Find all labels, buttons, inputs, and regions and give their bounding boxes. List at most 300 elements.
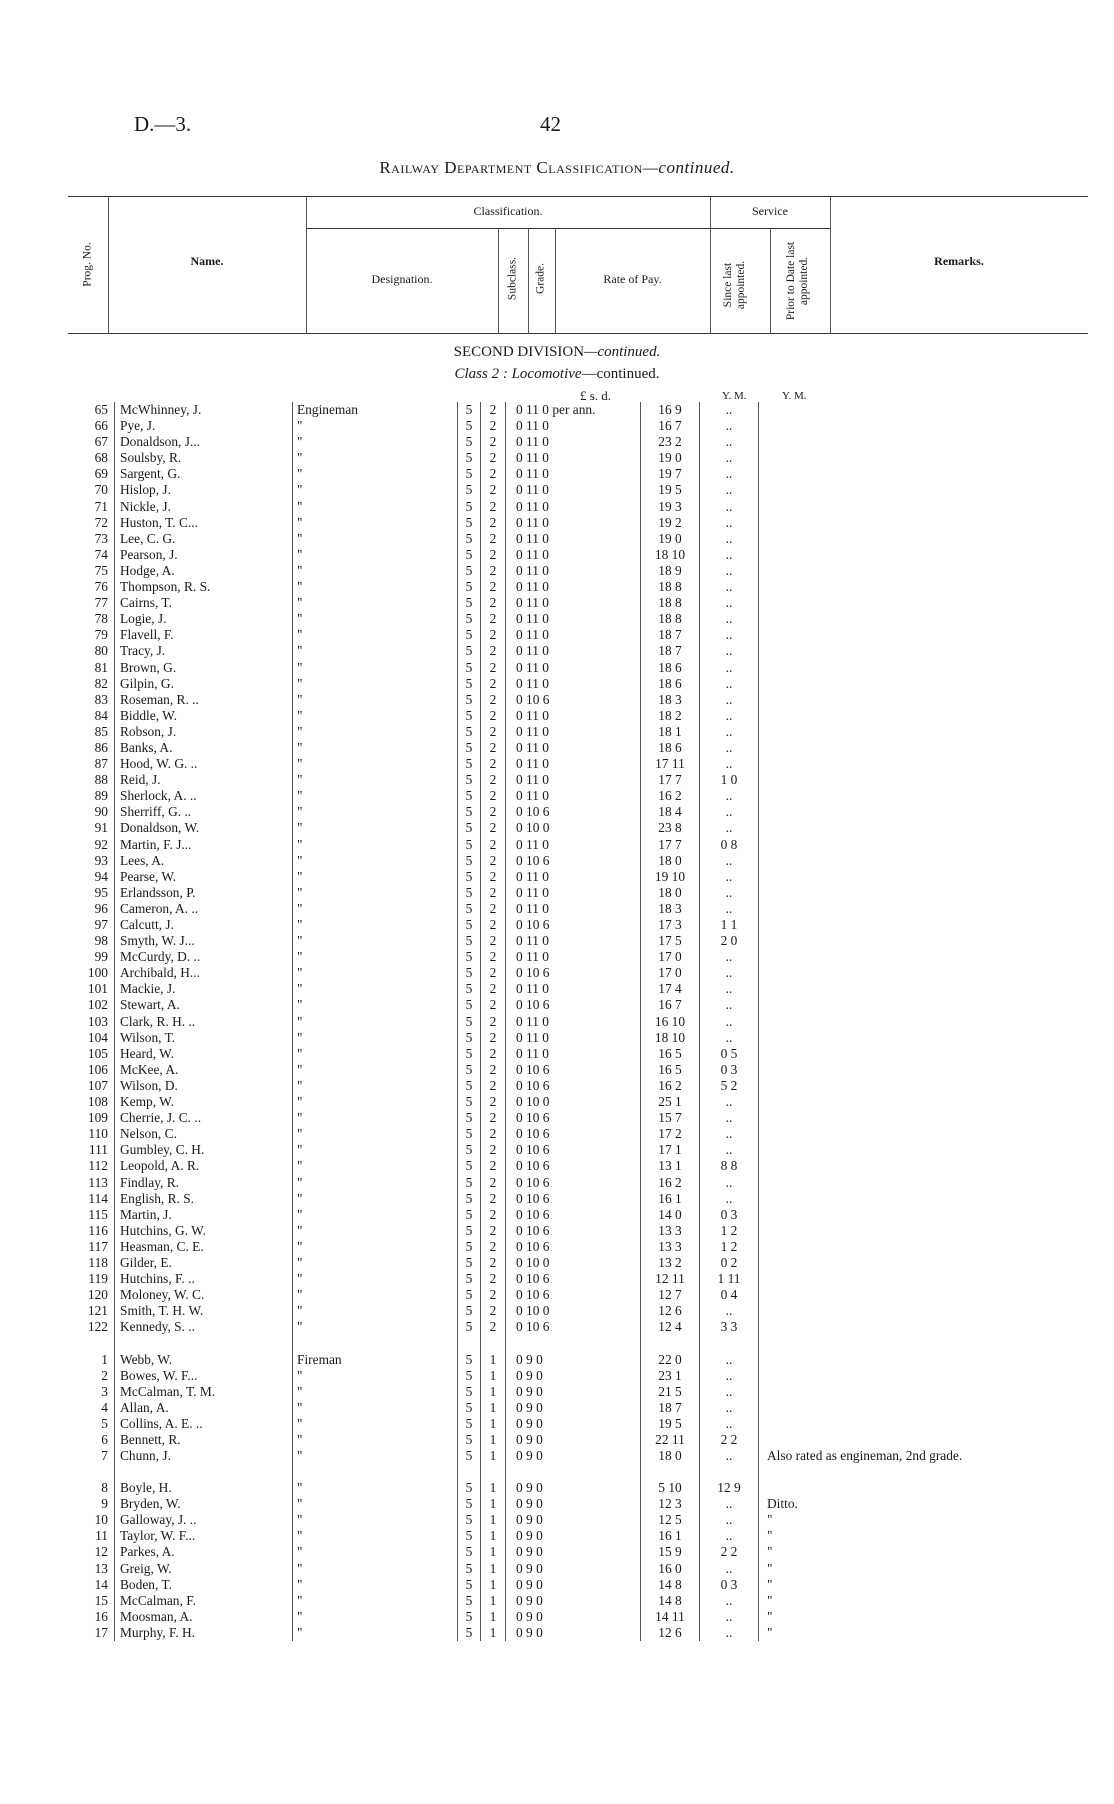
- rate-of-pay: 0 10 6: [506, 997, 641, 1013]
- prog-no: 79: [94, 627, 108, 643]
- designation: ": [293, 563, 458, 579]
- remarks: ": [767, 1608, 773, 1624]
- rate-of-pay: 0 11 0: [506, 949, 641, 965]
- service-prior: ..: [700, 627, 759, 643]
- service-prior: 5 2: [700, 1078, 759, 1094]
- table-row: [68, 1271, 997, 1287]
- grade: 1: [481, 1544, 506, 1560]
- service-since: 13 3: [641, 1223, 700, 1239]
- employee-name: McCalman, T. M.: [115, 1384, 293, 1400]
- grade: 2: [481, 611, 506, 627]
- prog-no: 1: [101, 1351, 108, 1367]
- rate-of-pay: 0 10 6: [506, 1158, 641, 1174]
- service-since: 15 7: [641, 1110, 700, 1126]
- service-since: 22 11: [641, 1432, 700, 1448]
- service-prior: ..: [700, 1110, 759, 1126]
- prog-no: 4: [101, 1399, 108, 1415]
- service-prior: ..: [700, 1191, 759, 1207]
- subclass: 5: [458, 901, 481, 917]
- employee-name: Smyth, W. J...: [115, 933, 293, 949]
- prog-no: 120: [87, 1287, 108, 1303]
- rate-of-pay: 0 9 0: [506, 1577, 641, 1593]
- title-main: Railway Department Classification: [379, 158, 643, 177]
- table-row: [68, 547, 997, 563]
- rate-of-pay: 0 10 6: [506, 965, 641, 981]
- grade: 2: [481, 1319, 506, 1335]
- service-since: 17 1: [641, 1142, 700, 1158]
- service-since: 12 4: [641, 1319, 700, 1335]
- designation: ": [293, 1561, 458, 1577]
- grade: 2: [481, 708, 506, 724]
- prog-no: 17: [94, 1624, 108, 1640]
- service-since: 23 2: [641, 434, 700, 450]
- rate-of-pay: 0 9 0: [506, 1625, 641, 1641]
- subclass: 5: [458, 1062, 481, 1078]
- rate-of-pay: 0 11 0: [506, 563, 641, 579]
- grade: 2: [481, 997, 506, 1013]
- designation: ": [293, 724, 458, 740]
- service-prior: 0 2: [700, 1255, 759, 1271]
- service-since: 19 2: [641, 515, 700, 531]
- remarks: [759, 917, 998, 933]
- prog-no: 93: [94, 852, 108, 868]
- prog-no: 67: [94, 434, 108, 450]
- remarks: ": [767, 1576, 773, 1592]
- table-row: [68, 482, 997, 498]
- rate-of-pay: 0 11 0: [506, 643, 641, 659]
- remarks: [759, 676, 998, 692]
- rate-of-pay: 0 10 6: [506, 1319, 641, 1335]
- group-spacer: [68, 1335, 997, 1351]
- subclass: 5: [458, 418, 481, 434]
- spacer-cell: [700, 1335, 759, 1351]
- rate-of-pay: 0 11 0: [506, 869, 641, 885]
- remarks: [759, 708, 998, 724]
- subclass: 5: [458, 1126, 481, 1142]
- rate-of-pay: 0 10 6: [506, 804, 641, 820]
- grade: 1: [481, 1352, 506, 1368]
- rate-of-pay: 0 9 0: [506, 1448, 641, 1480]
- employee-name: Stewart, A.: [115, 997, 293, 1013]
- col-grade: Grade.: [534, 263, 547, 294]
- employee-name: Nelson, C.: [115, 1126, 293, 1142]
- designation: ": [293, 1480, 458, 1496]
- service-prior: 1 0: [700, 772, 759, 788]
- service-since: 19 0: [641, 450, 700, 466]
- table-row: [68, 499, 997, 515]
- unit-years-months-since: Y. M.: [722, 390, 747, 402]
- grade: 2: [481, 1126, 506, 1142]
- designation: ": [293, 1046, 458, 1062]
- table-row: [68, 402, 997, 418]
- service-since: 22 0: [641, 1352, 700, 1368]
- designation: ": [293, 1175, 458, 1191]
- remarks: [759, 772, 998, 788]
- employee-name: Cairns, T.: [115, 595, 293, 611]
- rate-of-pay: 0 9 0: [506, 1561, 641, 1577]
- service-prior: 12 9: [700, 1480, 759, 1496]
- prog-no: 70: [94, 482, 108, 498]
- subclass: 5: [458, 1609, 481, 1625]
- prog-no: 78: [94, 611, 108, 627]
- service-since: 19 5: [641, 1416, 700, 1432]
- subclass: 5: [458, 1207, 481, 1223]
- service-since: 18 9: [641, 563, 700, 579]
- designation: ": [293, 1287, 458, 1303]
- prog-no: 90: [94, 804, 108, 820]
- table-row: [68, 1512, 997, 1528]
- grade: 2: [481, 450, 506, 466]
- prog-no: 72: [94, 514, 108, 530]
- service-prior: 8 8: [700, 1158, 759, 1174]
- service-prior: ..: [700, 997, 759, 1013]
- employee-name: Logie, J.: [115, 611, 293, 627]
- table-row: [68, 1142, 997, 1158]
- rate-of-pay: 0 10 6: [506, 1207, 641, 1223]
- table-row: [68, 1384, 997, 1400]
- remarks: [759, 531, 998, 547]
- rate-of-pay: 0 10 6: [506, 1078, 641, 1094]
- subclass: 5: [458, 981, 481, 997]
- service-prior: ..: [700, 515, 759, 531]
- employee-name: Mackie, J.: [115, 981, 293, 997]
- service-since: 12 5: [641, 1512, 700, 1528]
- employee-name: Cameron, A. ..: [115, 901, 293, 917]
- remarks: [759, 1239, 998, 1255]
- table-row: [68, 515, 997, 531]
- remarks: [759, 627, 998, 643]
- prog-no: 106: [87, 1061, 108, 1077]
- unit-lsd: £ s. d.: [580, 388, 612, 403]
- service-since: 12 7: [641, 1287, 700, 1303]
- classification-underline: [306, 228, 710, 229]
- table-row: [68, 772, 997, 788]
- table-row: [68, 1046, 997, 1062]
- designation: ": [293, 466, 458, 482]
- prog-no: 6: [101, 1432, 108, 1447]
- col-service: Service: [752, 204, 788, 218]
- employee-name: Bryden, W.: [115, 1496, 293, 1512]
- designation: ": [293, 869, 458, 885]
- table-row: [68, 1625, 997, 1641]
- col-subclass: Subclass.: [506, 256, 519, 301]
- subclass: 5: [458, 643, 481, 659]
- rate-of-pay: 0 10 6: [506, 853, 641, 869]
- service-prior: 0 3: [700, 1062, 759, 1078]
- rate-of-pay: 0 9 0: [506, 1384, 641, 1400]
- table-row: [68, 1432, 997, 1448]
- table-row: [68, 981, 997, 997]
- document-reference: D.—3.: [134, 112, 192, 136]
- table-row: [68, 949, 997, 965]
- prog-no: 83: [94, 691, 108, 707]
- subclass: 5: [458, 949, 481, 965]
- service-since: 17 5: [641, 933, 700, 949]
- prog-no: 71: [94, 498, 108, 514]
- remarks: [759, 1384, 998, 1400]
- service-prior: ..: [700, 724, 759, 740]
- remarks: [759, 1014, 998, 1030]
- grade: 2: [481, 853, 506, 869]
- table-row: [68, 1255, 997, 1271]
- service-since: 17 7: [641, 772, 700, 788]
- rate-of-pay: 0 11 0: [506, 611, 641, 627]
- remarks: [759, 1223, 998, 1239]
- designation: ": [293, 1512, 458, 1528]
- table-row: [68, 660, 997, 676]
- subclass: 5: [458, 595, 481, 611]
- table-row: [68, 1593, 997, 1609]
- table-row: [68, 1368, 997, 1384]
- designation: ": [293, 450, 458, 466]
- remarks: [759, 482, 998, 498]
- employee-name: Biddle, W.: [115, 708, 293, 724]
- remarks: [759, 724, 998, 740]
- remarks: [759, 1400, 998, 1416]
- grade: 2: [481, 1014, 506, 1030]
- table-row: [68, 1207, 997, 1223]
- employee-name: Martin, J.: [115, 1207, 293, 1223]
- subclass: 5: [458, 1158, 481, 1174]
- grade: 2: [481, 402, 506, 418]
- designation: ": [293, 482, 458, 498]
- subclass: 5: [458, 917, 481, 933]
- employee-name: Lee, C. G.: [115, 531, 293, 547]
- table-row: [68, 418, 997, 434]
- subclass: 5: [458, 434, 481, 450]
- remarks: ": [767, 1512, 773, 1528]
- prog-no: 84: [94, 707, 108, 723]
- prog-no: 89: [94, 788, 108, 804]
- subclass: 5: [458, 708, 481, 724]
- prog-no: 105: [87, 1045, 108, 1061]
- division-heading: [0, 344, 1114, 361]
- grade: 2: [481, 1287, 506, 1303]
- service-since: 12 11: [641, 1271, 700, 1287]
- employee-name: Hutchins, F. ..: [115, 1271, 293, 1287]
- remarks: [759, 595, 998, 611]
- employee-name: Parkes, A.: [115, 1544, 293, 1560]
- grade: 2: [481, 788, 506, 804]
- employee-name: Tracy, J.: [115, 643, 293, 659]
- service-prior: ..: [700, 1030, 759, 1046]
- grade: 1: [481, 1368, 506, 1384]
- subclass: 5: [458, 1384, 481, 1400]
- table-row: [68, 1448, 997, 1480]
- table-row: [68, 1609, 997, 1625]
- prog-no: 77: [94, 595, 108, 611]
- subclass: 5: [458, 1223, 481, 1239]
- service-prior: ..: [700, 676, 759, 692]
- remarks: [759, 579, 998, 595]
- subclass: 5: [458, 1142, 481, 1158]
- grade: 2: [481, 1223, 506, 1239]
- subclass: 5: [458, 820, 481, 836]
- table-row: [68, 1014, 997, 1030]
- division-continued: —continued.: [584, 344, 661, 360]
- remarks: [759, 692, 998, 708]
- rate-of-pay: 0 10 0: [506, 1255, 641, 1271]
- designation: ": [293, 997, 458, 1013]
- class-continued: —continued.: [581, 366, 660, 382]
- service-prior: ..: [700, 595, 759, 611]
- designation: ": [293, 772, 458, 788]
- service-since: 14 8: [641, 1577, 700, 1593]
- subclass: 5: [458, 692, 481, 708]
- prog-no: 88: [94, 772, 108, 788]
- subclass: 5: [458, 804, 481, 820]
- service-since: 16 7: [641, 997, 700, 1013]
- remarks: [759, 869, 998, 885]
- rate-of-pay: 0 9 0: [506, 1512, 641, 1528]
- designation: ": [293, 1014, 458, 1030]
- subclass: 5: [458, 1496, 481, 1512]
- prog-no: 118: [88, 1254, 108, 1270]
- remarks: [759, 466, 998, 482]
- grade: 2: [481, 724, 506, 740]
- service-since: 16 2: [641, 1175, 700, 1191]
- remarks: ": [767, 1560, 773, 1576]
- service-since: 18 0: [641, 885, 700, 901]
- designation: ": [293, 1416, 458, 1432]
- rate-of-pay: 0 11 0: [506, 660, 641, 676]
- service-since: 16 9: [641, 402, 700, 418]
- grade: 2: [481, 1110, 506, 1126]
- table-row: [68, 933, 997, 949]
- service-since: 18 3: [641, 692, 700, 708]
- table-row: [68, 1480, 997, 1496]
- remarks: Also rated as engineman, 2nd grade.: [767, 1448, 963, 1464]
- service-prior: ..: [700, 1094, 759, 1110]
- prog-no: 81: [94, 659, 108, 675]
- grade: 2: [481, 917, 506, 933]
- remarks: [759, 885, 998, 901]
- service-since: 18 3: [641, 901, 700, 917]
- spacer-cell: [458, 1335, 481, 1351]
- subclass: 5: [458, 1191, 481, 1207]
- subclass: 5: [458, 885, 481, 901]
- prog-no: 9: [101, 1496, 108, 1512]
- table-row: [68, 1030, 997, 1046]
- service-since: 18 6: [641, 676, 700, 692]
- prog-no: 5: [101, 1415, 108, 1431]
- table-row: [68, 869, 997, 885]
- employee-name: Huston, T. C...: [115, 515, 293, 531]
- designation: ": [293, 1223, 458, 1239]
- designation: ": [293, 804, 458, 820]
- table-row: [68, 1287, 997, 1303]
- grade: 2: [481, 499, 506, 515]
- service-prior: ..: [700, 579, 759, 595]
- remarks: [759, 1207, 998, 1223]
- service-prior: 0 5: [700, 1046, 759, 1062]
- rate-of-pay: 0 11 0: [506, 676, 641, 692]
- service-prior: ..: [700, 418, 759, 434]
- prog-no: 121: [87, 1303, 108, 1319]
- remarks: [759, 804, 998, 820]
- service-prior: ..: [700, 1561, 759, 1577]
- rate-of-pay: 0 11 0: [506, 788, 641, 804]
- rate-of-pay: 0 11 0: [506, 627, 641, 643]
- subclass: 5: [458, 837, 481, 853]
- subclass: 5: [458, 466, 481, 482]
- employee-name: Pye, J.: [115, 418, 293, 434]
- prog-no: 119: [88, 1271, 108, 1287]
- grade: 2: [481, 837, 506, 853]
- table-row: [68, 1223, 997, 1239]
- service-since: 18 4: [641, 804, 700, 820]
- table-row: [68, 708, 997, 724]
- subclass: 5: [458, 740, 481, 756]
- designation: ": [293, 1528, 458, 1544]
- service-prior: ..: [700, 804, 759, 820]
- designation: ": [293, 1110, 458, 1126]
- rate-of-pay: 0 10 6: [506, 1062, 641, 1078]
- prog-no: 10: [94, 1512, 108, 1528]
- remarks: [759, 434, 998, 450]
- designation: ": [293, 1384, 458, 1400]
- remarks: ": [767, 1624, 773, 1640]
- employee-name: Thompson, R. S.: [115, 579, 293, 595]
- grade: 2: [481, 595, 506, 611]
- subclass: 5: [458, 611, 481, 627]
- employee-name: Boden, T.: [115, 1577, 293, 1593]
- service-prior: ..: [700, 788, 759, 804]
- service-prior: 3 3: [700, 1319, 759, 1335]
- service-since: 18 2: [641, 708, 700, 724]
- employee-name: Kemp, W.: [115, 1094, 293, 1110]
- designation: ": [293, 611, 458, 627]
- table-row: [68, 853, 997, 869]
- grade: 2: [481, 965, 506, 981]
- rate-of-pay: 0 11 0 per ann.: [506, 402, 641, 418]
- grade: 2: [481, 772, 506, 788]
- grade: 2: [481, 1046, 506, 1062]
- table-row: [68, 756, 997, 772]
- subclass: 5: [458, 1448, 481, 1480]
- grade: 2: [481, 901, 506, 917]
- prog-no: 14: [94, 1576, 108, 1592]
- prog-no: 15: [94, 1592, 108, 1608]
- unit-years-months-prior: Y. M.: [782, 390, 807, 402]
- remarks: [759, 611, 998, 627]
- subclass: 5: [458, 1432, 481, 1448]
- service-since: 25 1: [641, 1094, 700, 1110]
- service-prior: ..: [700, 1625, 759, 1641]
- rate-of-pay: 0 11 0: [506, 1046, 641, 1062]
- employee-name: Archibald, H...: [115, 965, 293, 981]
- grade: 2: [481, 1030, 506, 1046]
- service-prior: 1 11: [700, 1271, 759, 1287]
- page-number: 42: [540, 112, 561, 136]
- subclass: 5: [458, 482, 481, 498]
- employee-name: Erlandsson, P.: [115, 885, 293, 901]
- employee-name: Kennedy, S. ..: [115, 1319, 293, 1335]
- employee-name: English, R. S.: [115, 1191, 293, 1207]
- employee-name: Banks, A.: [115, 740, 293, 756]
- rate-of-pay: 0 11 0: [506, 1014, 641, 1030]
- subclass: 5: [458, 965, 481, 981]
- rate-of-pay: 0 10 6: [506, 1142, 641, 1158]
- subclass: 5: [458, 1094, 481, 1110]
- subclass: 5: [458, 1046, 481, 1062]
- table-row: [68, 1158, 997, 1174]
- designation: ": [293, 1094, 458, 1110]
- employee-name: McKee, A.: [115, 1062, 293, 1078]
- prog-no: 7: [101, 1448, 108, 1464]
- table-row: [68, 434, 997, 450]
- remarks: [759, 788, 998, 804]
